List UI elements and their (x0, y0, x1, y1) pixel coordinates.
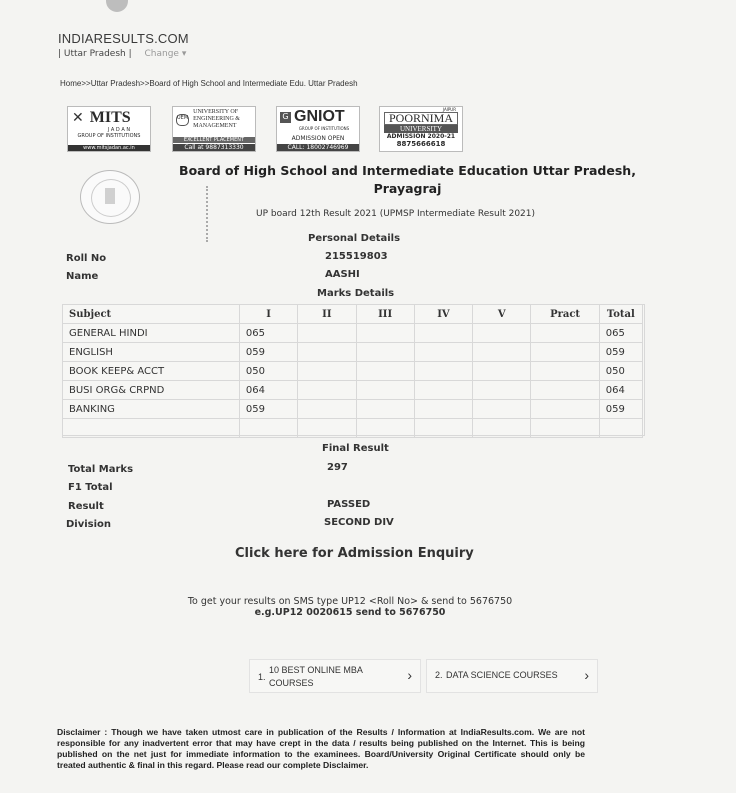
course-button-mba[interactable] (249, 659, 421, 693)
ad-banner-poornima[interactable] (379, 106, 463, 152)
subject-cell: BANKING (63, 400, 240, 419)
up-board-emblem (80, 170, 140, 224)
subject-cell: ENGLISH (63, 343, 240, 362)
state-label: | Uttar Pradesh | (58, 49, 132, 59)
breadcrumb-home[interactable]: Home (60, 79, 82, 88)
empty-cell (414, 381, 472, 400)
ad-line: ADMISSION 2020-21 (386, 133, 456, 140)
name-value: AASHI (325, 269, 360, 280)
total-marks-value: 297 (327, 462, 348, 473)
empty-cell (531, 343, 599, 362)
disclaimer (57, 727, 585, 771)
result-subtitle: UP board 12th Result 2021 (UPMSP Intermediate Result 2021) (256, 209, 536, 219)
col-pract: Pract (531, 305, 599, 324)
gniot-logo-icon: G (280, 112, 291, 123)
board-title (170, 163, 645, 196)
table-row (63, 400, 643, 419)
marks-table-header (63, 305, 643, 324)
table-row-empty (63, 419, 643, 438)
division-label: Division (66, 519, 112, 530)
col-iii: III (356, 305, 414, 324)
empty-cell (414, 362, 472, 381)
empty-cell (298, 400, 356, 419)
course-label (269, 664, 363, 690)
roll-no-value: 215519803 (325, 251, 388, 262)
total-cell: 064 (599, 381, 642, 400)
empty-cell (414, 324, 472, 343)
empty-cell (356, 324, 414, 343)
mark-i-cell: 059 (239, 343, 297, 362)
table-row (63, 381, 643, 400)
ad-footer: Call at 9887313330 (173, 144, 255, 151)
f1-total-label: F1 Total (68, 482, 113, 493)
ad-title: UNIVERSITY OF ENGINEERING & MANAGEMENT (193, 109, 240, 129)
marks-table (62, 304, 643, 438)
ad-banner-uem[interactable] (172, 106, 256, 152)
breadcrumb-state[interactable]: Uttar Pradesh (90, 79, 141, 88)
empty-cell (356, 419, 414, 438)
marks-details-heading: Marks Details (317, 288, 395, 299)
top-decoration (106, 0, 128, 12)
final-result-heading: Final Result (322, 443, 389, 454)
total-cell: 065 (599, 324, 642, 343)
result-label: Result (68, 501, 104, 512)
course-label: DATA SCIENCE COURSES (446, 670, 558, 680)
empty-cell (473, 343, 531, 362)
table-row (63, 362, 643, 381)
empty-cell (356, 381, 414, 400)
ad-banner-gniot[interactable] (276, 106, 360, 152)
breadcrumb-board: Board of High School and Intermediate Edu. Uttar Pradesh (149, 79, 358, 88)
roll-no-label: Roll No (66, 253, 107, 264)
chevron-right-icon: › (407, 667, 412, 683)
ad-footer: CALL: 18002746969 (277, 144, 359, 151)
empty-cell (298, 381, 356, 400)
empty-cell (531, 381, 599, 400)
total-cell: 059 (599, 343, 642, 362)
total-marks-label: Total Marks (68, 464, 134, 475)
col-ii: II (298, 305, 356, 324)
ad-banner-mits[interactable] (67, 106, 151, 152)
empty-cell (298, 343, 356, 362)
breadcrumb-separator: >> (140, 79, 150, 88)
sms-info (140, 596, 560, 618)
state-selector (58, 49, 186, 59)
ad-subtitle: GROUP OF INSTITUTIONS (298, 126, 350, 131)
change-state-link[interactable]: Change ▾ (144, 49, 187, 59)
empty-cell (473, 324, 531, 343)
course-number: 1. (258, 672, 266, 682)
subject-cell: BOOK KEEP& ACCT (63, 362, 240, 381)
mark-i-cell: 050 (239, 362, 297, 381)
empty-cell (414, 419, 472, 438)
admission-enquiry-link[interactable]: Click here for Admission Enquiry (235, 546, 474, 561)
col-total: Total (599, 305, 642, 324)
mark-i-cell: 065 (239, 324, 297, 343)
ad-title: MITS (89, 109, 131, 126)
empty-cell (531, 362, 599, 381)
total-cell: 050 (599, 362, 642, 381)
total-cell: 059 (599, 400, 642, 419)
ad-footer: www.mitsjadan.ac.in (68, 145, 150, 151)
empty-cell (414, 400, 472, 419)
course-label-line2: COURSES (269, 678, 314, 688)
division-value: SECOND DIV (324, 517, 394, 528)
ad-subtitle: J A D A N (107, 127, 131, 133)
table-row (63, 343, 643, 362)
empty-cell (63, 419, 240, 438)
table-row (63, 324, 643, 343)
col-subject: Subject (63, 305, 240, 324)
breadcrumb-separator: >> (81, 79, 91, 88)
ad-top-label: JAIPUR (442, 107, 456, 112)
breadcrumb (60, 79, 358, 88)
result-value: PASSED (327, 499, 371, 510)
site-logo[interactable]: INDIARESULTS.COM (58, 31, 189, 46)
empty-cell (356, 343, 414, 362)
ad-title: GNIOT (294, 108, 345, 125)
col-iv: IV (414, 305, 472, 324)
chevron-right-icon: › (584, 667, 589, 683)
empty-cell (298, 419, 356, 438)
empty-cell (414, 343, 472, 362)
empty-cell (531, 419, 599, 438)
mits-emblem-icon: ✕ (72, 110, 84, 126)
col-i: I (239, 305, 297, 324)
col-v: V (473, 305, 531, 324)
sms-info-line2: e.g.UP12 0020615 send to 5676750 (254, 607, 446, 618)
disclaimer-link[interactable]: Disclaimer. (323, 760, 369, 770)
ad-line: GROUP OF INSTITUTIONS (77, 133, 141, 139)
ad-title: POORNIMA (384, 112, 458, 125)
empty-cell (531, 400, 599, 419)
ad-line: EXCELLENT PLACEMENT (173, 137, 255, 143)
empty-cell (473, 362, 531, 381)
empty-cell (298, 362, 356, 381)
course-label-line1: 10 BEST ONLINE MBA (269, 665, 363, 675)
marks-table-container (62, 304, 645, 436)
empty-cell (599, 419, 642, 438)
empty-cell (531, 324, 599, 343)
subject-cell: BUSI ORG& CRPND (63, 381, 240, 400)
empty-cell (356, 362, 414, 381)
empty-cell (473, 400, 531, 419)
empty-cell (239, 419, 297, 438)
board-title-line2: Prayagraj (373, 181, 442, 196)
personal-details-heading: Personal Details (308, 233, 401, 244)
empty-cell (298, 324, 356, 343)
course-button-data-science[interactable] (426, 659, 598, 693)
disclaimer-text: Disclaimer : Though we have taken utmost care in publication of the Results / Information at IndiaResults.com. We are not responsible for any inadvertent error that may have crept in the data / results being published on the Internet. This is being published on the net just for immediate information to the examinees. Board/University Original Certificate should only be treated authentic & final in this regard. Please read our complete (57, 727, 585, 770)
mark-i-cell: 059 (239, 400, 297, 419)
ad-subtitle: UNIVERSITY (384, 125, 458, 133)
empty-cell (473, 381, 531, 400)
mark-i-cell: 064 (239, 381, 297, 400)
course-number: 2. (435, 670, 443, 680)
empty-cell (356, 400, 414, 419)
name-label: Name (66, 271, 99, 282)
empty-cell (473, 419, 531, 438)
board-title-line1: Board of High School and Intermediate Education Uttar Pradesh, (179, 163, 636, 178)
subject-cell: GENERAL HINDI (63, 324, 240, 343)
uem-logo-icon: UEM (176, 114, 189, 126)
sms-info-line1: To get your results on SMS type UP12 <Roll No> & send to 5676750 (187, 596, 513, 607)
ad-footer: 8875666618 (396, 140, 446, 148)
ad-line: ADMISSION OPEN (291, 135, 345, 142)
